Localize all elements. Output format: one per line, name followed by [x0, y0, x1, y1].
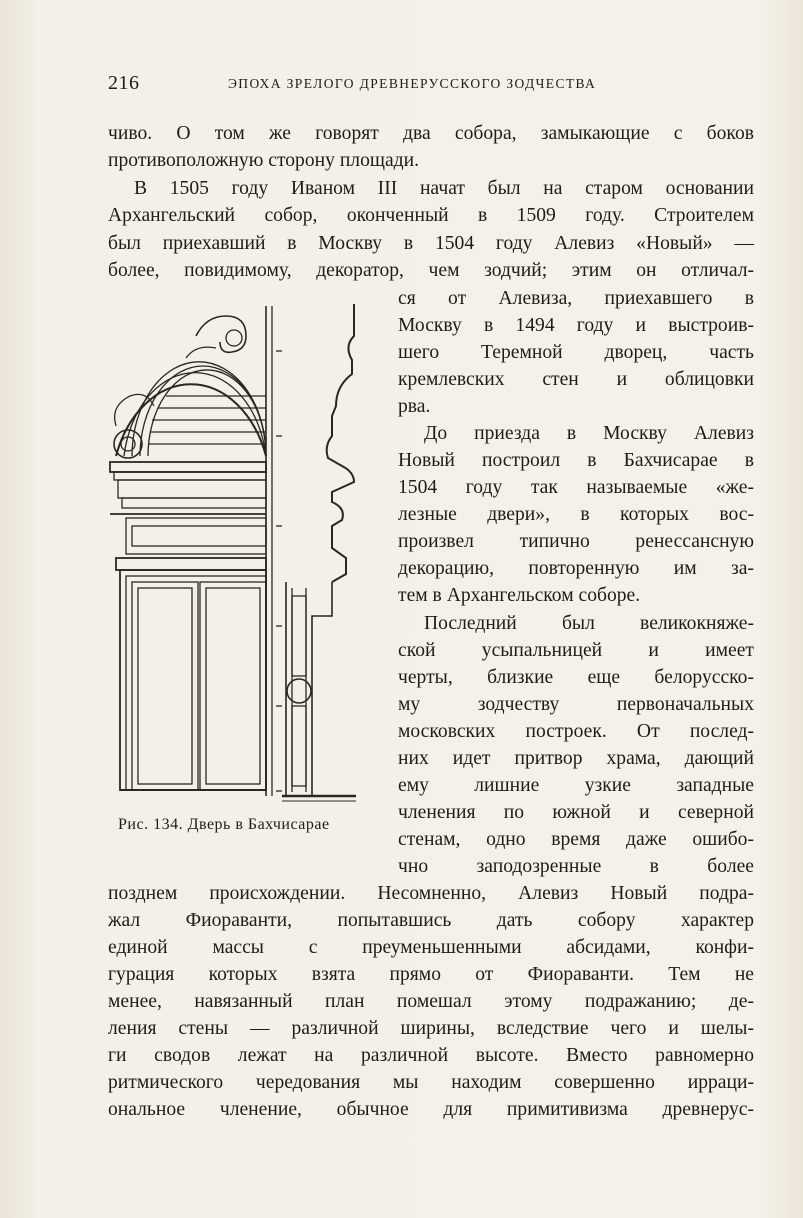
text-line: ональное членение, обычное для примитивизма древнерус-	[108, 1099, 754, 1120]
text-line: произвел типично ренессансную	[398, 531, 754, 552]
text-line: жал Фиораванти, попытавшись дать собору характер	[108, 910, 754, 931]
text-line: стенам, одно время даже ошибо-	[398, 829, 754, 850]
text-line: 1504 году так называемые «же-	[398, 477, 754, 498]
text-line: лезные двери», в которых вос-	[398, 504, 754, 525]
text-line: гурация которых взята прямо от Фиораванти. Тем не	[108, 964, 754, 985]
text-line: До приезда в Москву Алевиз	[424, 423, 754, 444]
text-line: чиво. О том же говорят два собора, замыкающие с боков	[108, 123, 754, 144]
text-line: кремлевских стен и облицовки	[398, 369, 754, 390]
text-line: Архангельский собор, оконченный в 1509 году. Строителем	[108, 205, 754, 226]
text-line: ся от Алевиза, приехавшего в	[398, 288, 754, 309]
text-line: чно заподозренные в более	[398, 856, 754, 877]
text-line: шего Теремной дворец, часть	[398, 342, 754, 363]
text-line: противоположную сторону площади.	[108, 150, 420, 171]
text-line: членения по южной и северной	[398, 802, 754, 823]
text-line: рва.	[398, 396, 431, 417]
running-head: ЭПОХА ЗРЕЛОГО ДРЕВНЕРУССКОГО ЗОДЧЕСТВА	[228, 76, 597, 91]
figure-caption: Рис. 134. Дверь в Бахчисарае	[118, 816, 330, 833]
text-line: них идет притвор храма, дающий	[398, 748, 754, 769]
text-line: черты, близкие еще белорусско-	[398, 667, 754, 688]
text-line: ему лишние узкие западные	[398, 775, 754, 796]
text-line: менее, навязанный план помешал этому подражанию; де-	[108, 991, 754, 1012]
text-line: позднем происхождении. Несомненно, Алевиз Новый подра-	[108, 883, 754, 904]
text-line: В 1505 году Иваном III начат был на старом основании	[134, 178, 754, 199]
text-line: более, повидимому, декоратор, чем зодчий; этим он отличал-	[108, 260, 754, 281]
text-line: Последний был великокняже-	[424, 613, 754, 634]
text-line: московских построек. От послед-	[398, 721, 754, 742]
text-line: тем в Архангельском соборе.	[398, 585, 641, 606]
text-line: Новый построил в Бахчисарае в	[398, 450, 754, 471]
door-figure	[106, 296, 376, 808]
text-line: был приехавший в Москву в 1504 году Алевиз «Новый» —	[108, 233, 754, 254]
text-line: ления стены — различной ширины, вследствие чего и шелы-	[108, 1018, 754, 1039]
text-line: декорацию, повторенную им за-	[398, 558, 754, 579]
text-line: ритмического чередования мы находим совершенно ирраци-	[108, 1072, 754, 1093]
page-number: 216	[108, 72, 140, 94]
text-line: единой массы с преуменьшенными абсидами, конфи-	[108, 937, 754, 958]
door-drawing	[106, 296, 376, 808]
page-header	[108, 72, 748, 102]
text-line: Москву в 1494 году и выстроив-	[398, 315, 754, 336]
text-line: ги сводов лежат на различной высоте. Вместо равномерно	[108, 1045, 754, 1066]
text-line: ской усыпальницей и имеет	[398, 640, 754, 661]
text-line: му зодчеству первоначальных	[398, 694, 754, 715]
